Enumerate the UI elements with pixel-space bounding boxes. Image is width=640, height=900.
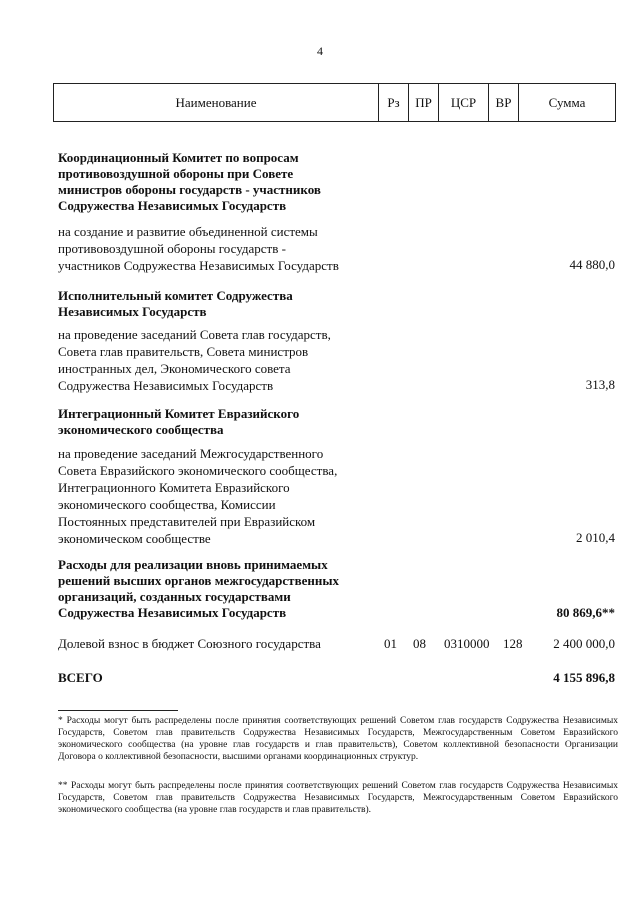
contribution-sum: 2 400 000,0 — [553, 636, 615, 651]
desc-line: Интеграционного Комитета Евразийского — [58, 480, 290, 495]
desc-line: Содружества Независимых Государств — [58, 378, 274, 393]
table-header — [53, 83, 616, 122]
page-number: 4 — [317, 44, 323, 58]
desc-line: Совета Евразийского экономического сообщества, — [58, 463, 338, 478]
desc-line: иностранных дел, Экономического совета — [58, 361, 291, 376]
org-line: Координационный Комитет по вопросам — [58, 150, 299, 165]
total-label: ВСЕГО — [58, 670, 103, 685]
org-line: противовоздушной обороны при Совете — [58, 166, 294, 181]
header-sum: Сумма — [548, 95, 586, 110]
org-line: Расходы для реализации вновь принимаемых — [58, 557, 328, 572]
item-amount: 2 010,4 — [576, 530, 615, 545]
item-description — [58, 223, 388, 274]
header-rz: Рз — [379, 84, 409, 121]
footnote-divider — [58, 710, 178, 711]
contribution-pr: 08 — [413, 636, 426, 651]
org-line: Интеграционный Комитет Евразийского — [58, 406, 300, 421]
desc-line: экономическом сообществе — [58, 531, 211, 546]
header-csr: ЦСР — [439, 84, 489, 121]
org-line: министров обороны государств - участников — [58, 182, 321, 197]
header-pr: ПР — [409, 84, 439, 121]
org-line: организаций, созданных государствами — [58, 589, 291, 604]
desc-line: на создание и развитие объединенной системы — [58, 224, 318, 239]
header-vr: ВР — [489, 84, 519, 121]
org-line: Содружества Независимых Государств — [58, 605, 287, 620]
desc-line: Постоянных представителей при Евразийском — [58, 514, 316, 529]
org-title — [58, 406, 388, 438]
item-amount: 44 880,0 — [569, 257, 615, 272]
desc-line: на проведение заседаний Межгосударственного — [58, 446, 324, 461]
org-title — [58, 557, 388, 621]
total-sum: 4 155 896,8 — [553, 670, 615, 685]
org-line: решений высших органов межгосударственных — [58, 573, 339, 588]
item-amount: 80 869,6** — [556, 605, 615, 620]
org-title — [58, 288, 388, 320]
org-line: Исполнительный комитет Содружества — [58, 288, 293, 303]
header-name: Наименование — [54, 84, 379, 121]
item-description — [58, 445, 388, 547]
desc-line: участников Содружества Независимых Государств — [58, 258, 339, 273]
contribution-rz: 01 — [384, 636, 397, 651]
org-title — [58, 150, 388, 214]
desc-line: экономического сообщества, Комиссии — [58, 497, 276, 512]
contribution-name: Долевой взнос в бюджет Союзного государства — [58, 636, 321, 651]
item-description — [58, 326, 388, 394]
org-line: Независимых Государств — [58, 304, 207, 319]
org-line: экономического сообщества — [58, 422, 224, 437]
item-amount: 313,8 — [585, 377, 615, 392]
org-line: Содружества Независимых Государств — [58, 198, 287, 213]
contribution-vr: 128 — [503, 636, 523, 651]
footnote: ** Расходы могут быть распределены после принятия соответствующих решений Советом глав государств Содружества Независимых Государств, Советом глав правительств Содружества Независимых Государств, Межгосударственным Советом Евразийского экономического сообщества (на уровне глав государств и глав правительств). — [58, 781, 618, 815]
desc-line: Совета глав правительств, Совета министров — [58, 344, 309, 359]
desc-line: противовоздушной обороны государств - — [58, 241, 286, 256]
desc-line: на проведение заседаний Совета глав государств, — [58, 327, 331, 342]
footnote: * Расходы могут быть распределены после принятия соответствующих решений Советом глав государств Содружества Независимых Государств, Советом глав правительств Содружества Независимых Государств, Межгосударственным Советом Евразийского экономического сообщества (на уровне глав государств и глав правительств), Советом коллективной безопасности Организации Договора о коллективной безопасности, высшими органами координационных структур. — [58, 716, 618, 762]
contribution-csr: 0310000 — [444, 636, 490, 651]
